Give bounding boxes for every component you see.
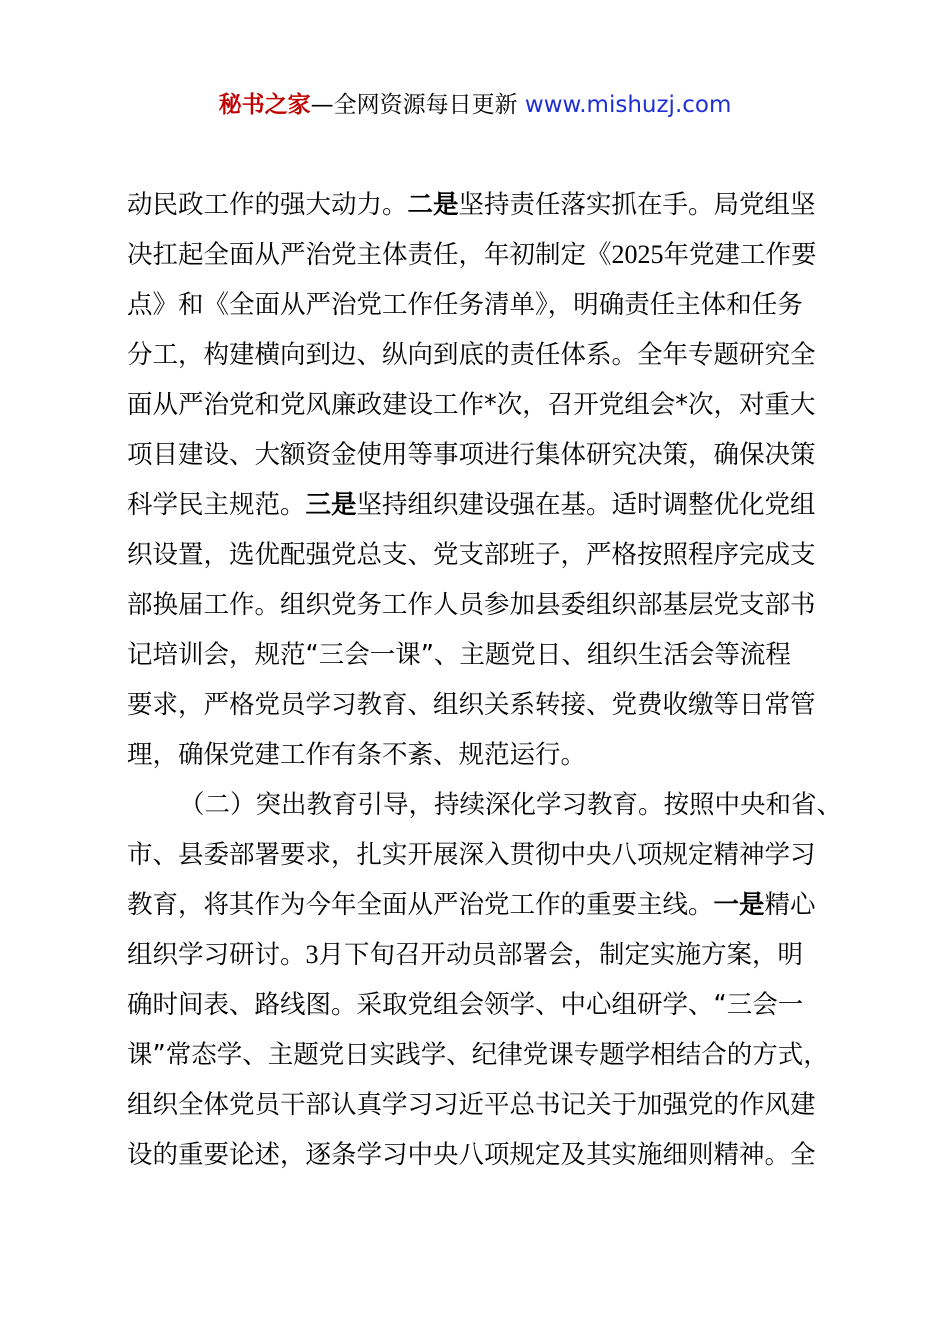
text-segment: 确时间表、路线图。采取党组会领学、中心组研学、“三会一 [127, 990, 804, 1020]
text-segment: 年党建工作要 [663, 240, 817, 270]
text-segment: 精心 [764, 890, 816, 920]
text-segment: 坚持责任落实抓在手。局党组坚 [458, 190, 816, 220]
text-line [127, 1080, 837, 1130]
text-segment: 部换届工作。组织党务工作人员参加县委组织部基层党支部书 [127, 590, 816, 620]
text-segment: 坚持组织建设强在基。适时调整优化党组 [356, 490, 816, 520]
text-segment: 分工，构建横向到边、纵向到底的责任体系。全年专题研究全 [127, 340, 816, 370]
text-line [127, 630, 837, 680]
text-segment: 动民政工作的强大动力。 [127, 190, 408, 220]
text-segment: 项目建设、大额资金使用等事项进行集体研究决策，确保决策 [127, 440, 816, 470]
text-line [127, 980, 837, 1030]
text-segment: （二）突出教育引导，持续深化学习教育。按照中央和省、 [179, 790, 843, 820]
text-line [127, 330, 837, 380]
text-line [127, 930, 837, 980]
text-segment: 3 [305, 940, 319, 969]
text-line [127, 680, 837, 730]
text-line [127, 230, 837, 280]
bold-keyword: 一是 [713, 890, 765, 920]
text-segment: 决扛起全面从严治党主体责任，年初制定《 [127, 240, 612, 270]
text-line [127, 180, 837, 230]
text-line [127, 280, 837, 330]
text-segment: 织设置，选优配强党总支、党支部班子，严格按照程序完成支 [127, 540, 816, 570]
bold-keyword: 二是 [407, 190, 459, 220]
text-segment: 面从严治党和党风廉政建设工作*次，召开党组会*次，对重大 [127, 390, 816, 420]
text-line [127, 480, 837, 530]
text-line [127, 880, 837, 930]
text-line [127, 830, 837, 880]
brand-name: 秘书之家 [218, 92, 311, 118]
text-segment: 组织全体党员干部认真学习习近平总书记关于加强党的作风建 [127, 1090, 816, 1120]
text-segment: 记培训会，规范“三会一课”、主题党日、组织生活会等流程 [127, 640, 791, 670]
text-segment: 设的重要论述，逐条学习中央八项规定及其实施细则精神。全 [127, 1140, 816, 1170]
site-header [0, 88, 950, 122]
text-segment: 点》和《全面从严治党工作任务清单》，明确责任主体和任务 [127, 290, 803, 320]
site-url-link[interactable]: www.mishuzj.com [524, 92, 732, 118]
text-segment: 组织学习研讨。 [127, 940, 306, 970]
text-line [127, 730, 837, 780]
document-body [127, 180, 843, 1180]
text-line [127, 380, 837, 430]
bold-keyword: 三是 [305, 490, 357, 520]
text-segment: 理，确保党建工作有条不紊、规范运行。 [127, 740, 587, 770]
text-line [127, 1030, 837, 1080]
text-segment: 科学民主规范。 [127, 490, 306, 520]
text-line [127, 430, 837, 480]
text-segment: 要求，严格党员学习教育、组织关系转接、党费收缴等日常管 [127, 690, 816, 720]
text-segment: 月下旬召开动员部署会，制定实施方案，明 [318, 940, 804, 970]
header-tagline: —全网资源每日更新 [310, 92, 525, 118]
text-line [127, 530, 837, 580]
text-segment: 2025 [611, 240, 664, 269]
text-line [127, 580, 837, 630]
text-segment: 教育，将其作为今年全面从严治党工作的重要主线。 [127, 890, 714, 920]
text-line [127, 780, 843, 830]
text-segment: 市、县委部署要求，扎实开展深入贯彻中央八项规定精神学习 [127, 840, 816, 870]
text-segment: 课”常态学、主题党日实践学、纪律党课专题学相结合的方式， [127, 1040, 829, 1070]
text-line [127, 1130, 837, 1180]
